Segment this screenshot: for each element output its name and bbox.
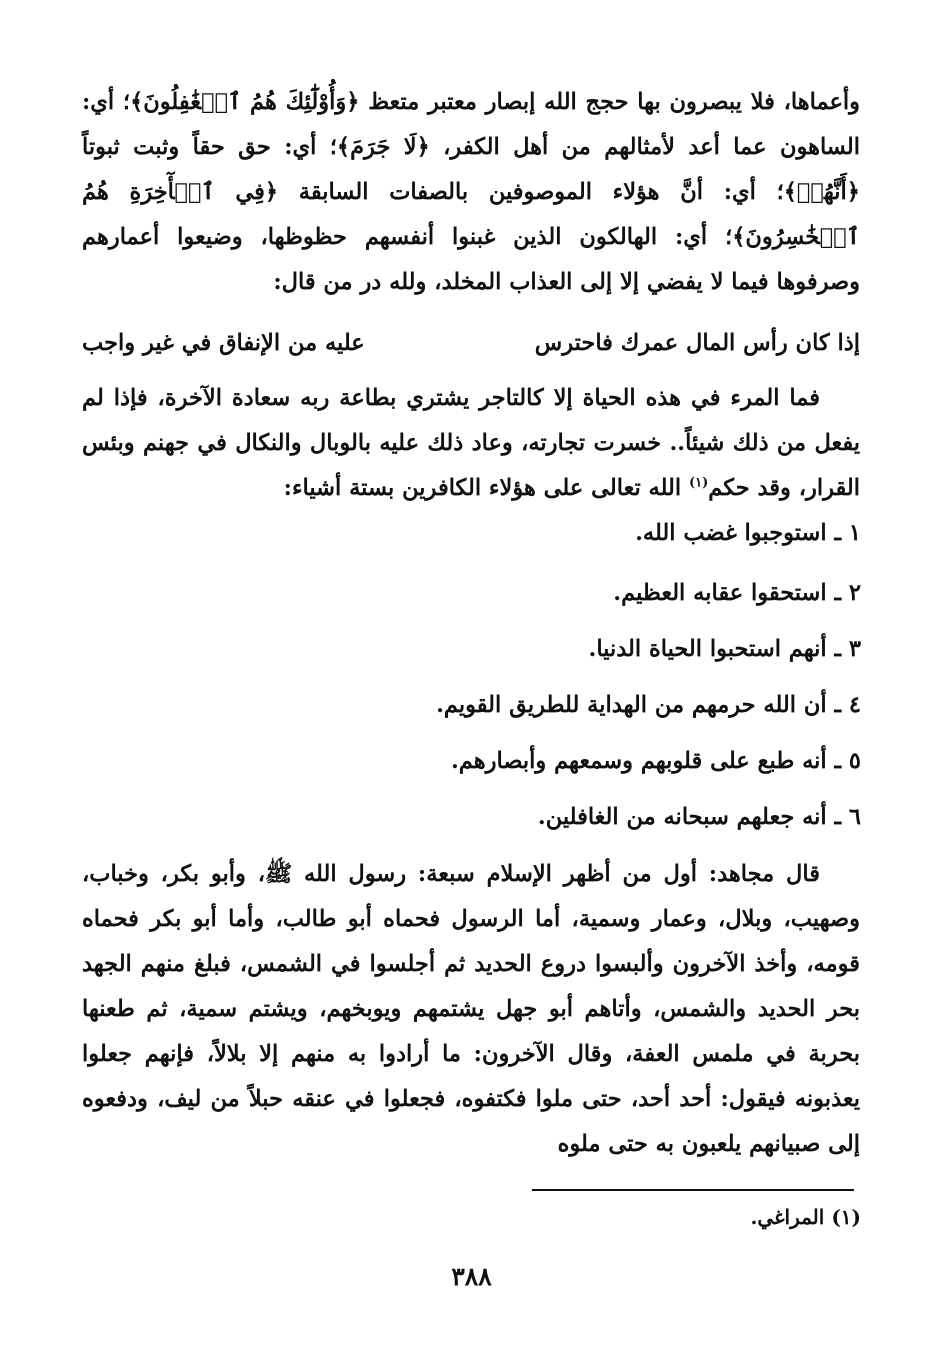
page-number: ٣٨٨ [451,1262,492,1291]
list-item: ٥ ـ أنه طبع على قلوبهم وسمعهم وأبصارهم. [450,748,861,774]
footnote [750,1205,861,1229]
mujahid-paragraph-block [82,852,860,1167]
merchant-paragraph-text-2: الله تعالى على هؤلاء الكافرين بستة أشياء: [283,475,689,501]
merchant-paragraph-text-1: فما المرء في هذه الحياة إلا كالتاجر يشتري بطاعة ربه سعادة الآخرة، فإذا لم يفعل من ذلك شيئاً.. خسرت تجارته، وعاد ذلك عليه بالوبال والنكال في جهنم وبئس القرار، وقد حكم [82,385,860,501]
list-item: ٢ ـ استحقوا عقابه العظيم. [613,580,861,606]
verse-first-hemistich: إذا كان رأس المال عمرك فاحترس [534,330,860,356]
footnote-reference[interactable]: (١) [689,475,709,491]
list-item: ٤ ـ أن الله حرمهم من الهداية للطريق القويم. [436,692,861,718]
commentary-paragraph: وأعماها، فلا يبصرون بها حجج الله إبصار معتبر متعظ ﴿وَأُوْلَٰٓئِكَ هُمُ ٱلۡغَٰفِلُونَ﴾؛ أي: الساهون عما أعد لأمثالهم من أهل الكفر، ﴿لَا جَرَمَ﴾؛ أي: حق حقاً وثبت ثبوتاً ﴿أَنَّهُمۡ﴾؛ أي: أنَّ هؤلاء الموصوفين بالصفات السابقة ﴿فِي ٱلۡأٓخِرَةِ هُمُ ٱلۡخَٰسِرُونَ﴾؛ أي: الهالكون الذين غبنوا أنفسهم حظوظها، وضيعوا أعمارهم وصرفوها فيما لا يفضي إلا إلى العذاب المخلد، ولله در من قال: [82,89,860,295]
list-item: ١ ـ استوجبوا غضب الله. [635,520,861,546]
footnote-text: المراغي. [750,1205,825,1229]
mujahid-paragraph: قال مجاهد: أول من أظهر الإسلام سبعة: رسول الله ﷺ، وأبو بكر، وخباب، وصهيب، وبلال، وعمار وسمية، أما الرسول فحماه أبو طالب، وأما أبو بكر فحماه قومه، وأخذ الآخرون وألبسوا دروع الحديد ثم أجلسوا في الشمس، فبلغ منهم الجهد بحر الحديد والشمس، وأتاهم أبو جهل يشتمهم ويوبخهم، ويشتم سمية، ثم طعنها بحربة في ملمس العفة، وقال الآخرون: ما أرادوا به منهم إلا بلالاً، فإنهم جعلوا يعذبونه فيقول: أحد أحد، حتى ملوا فكتفوه، فجعلوا في عنقه حبلاً من ليف، ودفعوه إلى صبيانهم يلعبون به حتى ملوه [82,861,860,1157]
footnote-separator [532,1189,854,1191]
verse-second-hemistich: عليه من الإنفاق في غير واجب [82,330,365,356]
list-item: ٣ ـ أنهم استحبوا الحياة الدنيا. [588,636,861,662]
footnote-number: (١) [831,1205,861,1229]
list-item: ٦ ـ أنه جعلهم سبحانه من الغافلين. [537,804,861,830]
